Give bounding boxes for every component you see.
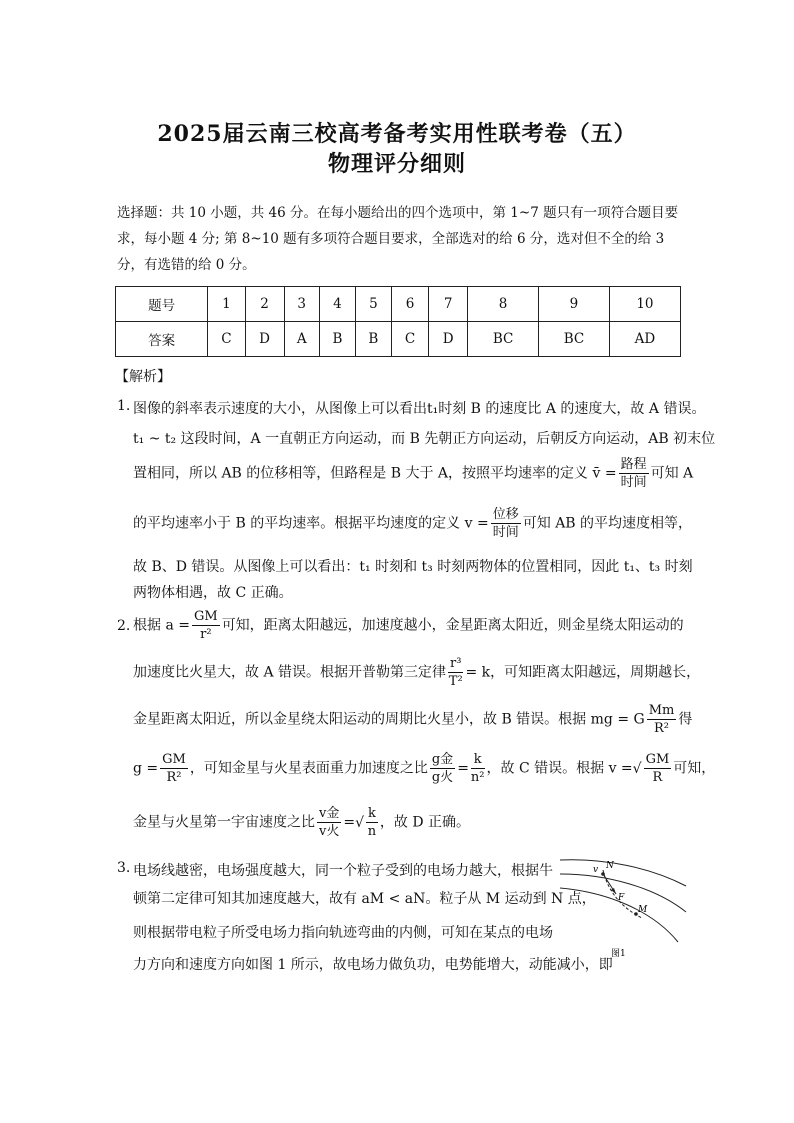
fraction-denominator: R² [166, 770, 182, 785]
fraction-denominator: v火 [319, 824, 340, 839]
q2-number: 2. [117, 618, 131, 634]
table-cell: 8 [468, 287, 539, 322]
q3-line: 则根据带电粒子所受电场力指向轨迹弯曲的内侧，可知在某点的电场 [133, 925, 553, 941]
fraction-numerator: Mm [648, 703, 675, 718]
fraction [491, 506, 521, 541]
table-header-cell: 答案 [116, 322, 208, 357]
figure-label-N: N [606, 861, 614, 871]
table-cell: 4 [319, 287, 355, 322]
q1-line: 故 B、D 错误。从图像上可以看出：t₁ 时刻和 t₃ 时刻两物体的位置相同，因此 t₁、t₃ 时刻 [133, 559, 693, 575]
table-header-cell: 题号 [116, 287, 208, 322]
answer-table [115, 286, 681, 357]
fraction-denominator: 时间 [620, 475, 647, 490]
fraction-numerator: 路程 [620, 457, 647, 472]
table-row-numbers [116, 287, 681, 322]
q2-text: 可知， [673, 760, 716, 777]
table-cell: B [319, 322, 355, 357]
fraction-denominator: R² [654, 721, 670, 736]
q2-text: ，故 D 正确。 [379, 814, 471, 831]
table-cell: D [429, 322, 468, 357]
q1-line: t₁ ~ t₂ 这段时间，A 一直朝正方向运动，而 B 先朝正方向运动，后朝反方向运动，AB 初末位 [133, 431, 716, 447]
q2-text: = k，可知距离太阳越远，周期越长， [465, 664, 701, 681]
fraction-numerator: GM [645, 752, 670, 767]
q2-text: 得 [678, 711, 693, 728]
fraction-numerator: r³ [450, 656, 462, 671]
fraction [471, 751, 485, 786]
fraction [192, 608, 220, 643]
instructions-paragraph: 选择题：共 10 小题，共 46 分。在每小题给出的四个选项中，第 1~7 题只有一项符合题目要求，每小题 4 分; 第 8~10 题有多项符合题目要求，全部选对的给 6 分，选对但不全的给 3 分，有选错的给 0 分。 [117, 205, 679, 273]
q2-text: 金星与火星第一宇宙速度之比 [133, 814, 315, 831]
q2-text: 根据 a = [133, 617, 190, 634]
table-cell: 9 [539, 287, 610, 322]
q2-line [133, 751, 715, 786]
fraction-numerator: GM [162, 752, 186, 767]
q3-line: 顿第二定律可知其加速度越大，故有 aM < aN。粒子从 M 运动到 N 点， [133, 891, 596, 907]
q2-line [133, 702, 692, 737]
figure-caption: 图1 [611, 949, 626, 959]
fraction-denominator: 时间 [492, 525, 519, 540]
table-cell: BC [539, 322, 610, 357]
q2-text: ，可知金星与火星表面重力加速度之比 [189, 760, 428, 777]
fraction-denominator: g火 [431, 770, 454, 785]
page-title: 2025届云南三校高考备考实用性联考卷（五） [157, 121, 637, 147]
q2-text: ，故 C 错误。根据 v = [486, 760, 633, 777]
fraction [160, 751, 188, 786]
fraction-numerator: v金 [319, 806, 340, 821]
figure-label-F: F [618, 893, 625, 903]
q2-line [133, 805, 470, 840]
fraction-denominator: r² [200, 627, 212, 642]
table-cell: BC [468, 322, 539, 357]
q1-line: 两物体相遇，故 C 正确。 [133, 585, 293, 601]
fraction-numerator: 位移 [492, 507, 519, 522]
q2-text: = [457, 760, 469, 777]
q2-line [133, 608, 684, 643]
q1-text: 的平均速率小于 B 的平均速率。根据平均速度的定义 v = [133, 515, 489, 532]
q3-number: 3. [117, 860, 131, 876]
fraction [430, 751, 455, 786]
table-cell: 6 [391, 287, 428, 322]
table-cell: 5 [355, 287, 391, 322]
q2-text: 加速度比火星大，故 A 错误。根据开普勒第三定律 [133, 664, 447, 681]
table-row-answers [116, 322, 681, 357]
analysis-heading: 【解析】 [115, 369, 171, 385]
q1-number: 1. [117, 398, 131, 414]
table-cell: D [245, 322, 284, 357]
table-cell: 10 [609, 287, 680, 322]
table-cell: A [284, 322, 319, 357]
fraction-denominator: n² [470, 770, 485, 785]
fraction-numerator: k [368, 806, 376, 821]
sqrt-symbol: √ [355, 814, 365, 831]
figure-label-v: v [593, 865, 599, 875]
fraction-numerator: k [471, 751, 485, 769]
q2-text: g = [133, 760, 159, 777]
q1-text: 可知 A [650, 465, 694, 482]
q1-text: 可知 AB 的平均速度相等， [522, 515, 693, 532]
fraction-numerator: GM [193, 609, 218, 624]
fraction [647, 702, 677, 737]
fraction-numerator: g金 [431, 752, 454, 767]
fraction-denominator: T² [448, 674, 463, 689]
figure-label-M: M [638, 905, 648, 915]
fraction [619, 456, 649, 491]
q1-line: 图像的斜率表示速度的大小，从图像上可以看出t₁时刻 B 的速度比 A 的速度大，故 A 错误。 [133, 401, 706, 417]
page-subtitle: 物理评分细则 [327, 151, 466, 177]
table-cell: 7 [429, 287, 468, 322]
fraction [366, 805, 378, 840]
table-cell: B [355, 322, 391, 357]
q3-line: 力方向和速度方向如图 1 所示，故电场力做负功，电势能增大，动能减小，即 [133, 957, 613, 973]
q2-text: = [343, 814, 356, 831]
table-cell: C [208, 322, 245, 357]
sqrt-symbol: √ [632, 760, 642, 777]
table-cell: 3 [284, 287, 319, 322]
fraction [644, 751, 672, 786]
table-cell: 1 [208, 287, 245, 322]
q2-text: 可知，距离太阳越远，加速度越小，金星距离太阳近，则金星绕太阳运动的 [221, 617, 684, 634]
q1-line [133, 456, 693, 491]
table-cell: C [391, 322, 428, 357]
table-cell: 2 [245, 287, 284, 322]
fraction [448, 655, 463, 690]
q3-line: 电场线越密，电场强度越大，同一个粒子受到的电场力越大，根据牛 [133, 863, 553, 879]
fraction-denominator: R [652, 770, 663, 785]
table-cell: AD [609, 322, 680, 357]
q2-text: 金星距离太阳近，所以金星绕太阳运动的周期比火星小，故 B 错误。根据 mg = G [133, 711, 645, 728]
q1-text: 置相同，所以 AB 的位移相等，但路程是 B 大于 A，按照平均速率的定义 v̄ = [133, 465, 617, 482]
q1-line [133, 506, 692, 541]
fraction [317, 805, 341, 840]
figure-1-field-diagram [556, 852, 688, 960]
fraction-denominator: n [367, 824, 377, 839]
q2-line [133, 655, 700, 690]
